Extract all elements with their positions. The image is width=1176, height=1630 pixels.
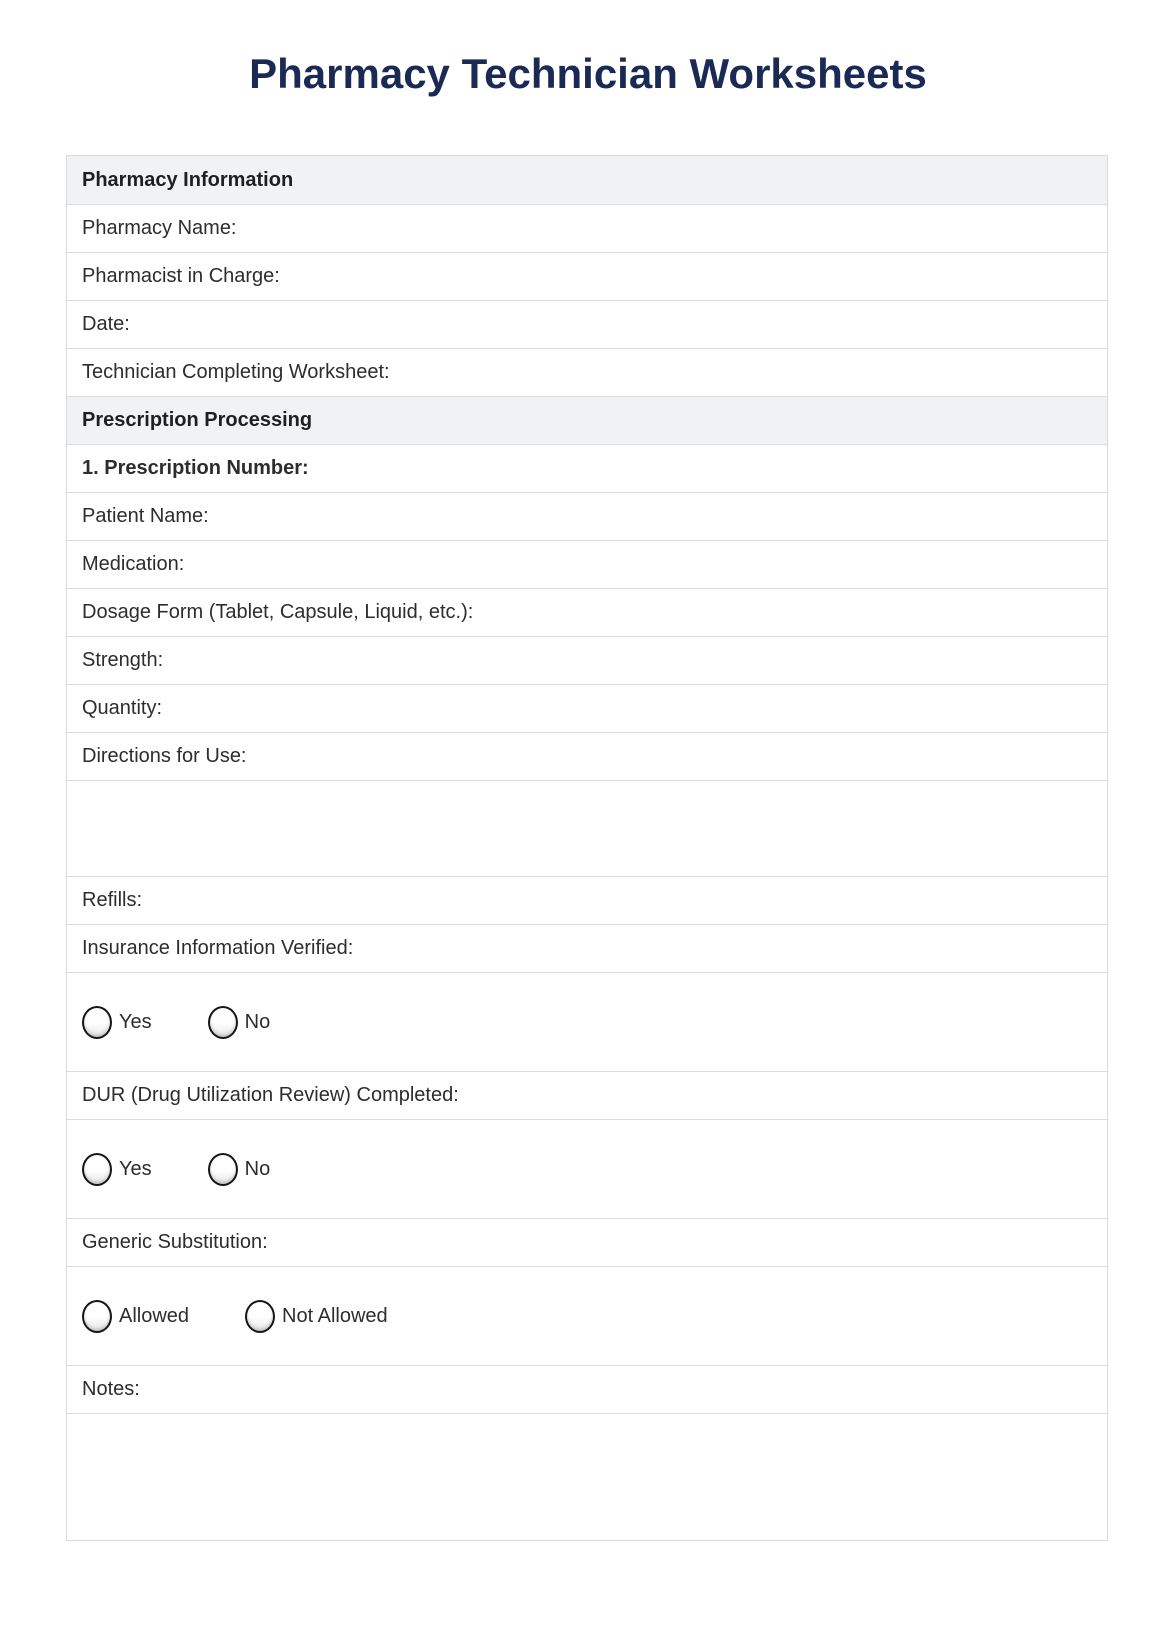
- radio-option-label: Yes: [119, 1010, 152, 1033]
- section-header-pharmacy-information: [67, 156, 1107, 204]
- notes-label: Notes:: [82, 1378, 140, 1401]
- insurance-no-option[interactable]: [208, 1006, 271, 1039]
- radio-button-icon[interactable]: [82, 1153, 112, 1186]
- date-label: Date:: [82, 313, 130, 336]
- prescription-number-field[interactable]: [67, 444, 1107, 492]
- medication-field[interactable]: [67, 540, 1107, 588]
- section-header-label: Pharmacy Information: [82, 168, 294, 191]
- directions-writing-area[interactable]: [67, 780, 1107, 876]
- technician-completing-worksheet-field[interactable]: [67, 348, 1107, 396]
- generic-substitution-label: Generic Substitution:: [82, 1231, 268, 1254]
- strength-field[interactable]: [67, 636, 1107, 684]
- pharmacy-name-label: Pharmacy Name:: [82, 217, 237, 240]
- dosage-form-label: Dosage Form (Tablet, Capsule, Liquid, etc.):: [82, 601, 474, 624]
- radio-option-label: Yes: [119, 1157, 152, 1180]
- pharmacist-in-charge-label: Pharmacist in Charge:: [82, 265, 280, 288]
- worksheet-table: [66, 155, 1108, 1541]
- pharmacy-name-field[interactable]: [67, 204, 1107, 252]
- radio-option-label: No: [244, 1010, 271, 1033]
- notes-writing-area[interactable]: [67, 1413, 1107, 1540]
- insurance-verified-options: [67, 972, 1107, 1071]
- refills-field[interactable]: [67, 876, 1107, 924]
- notes-field[interactable]: [67, 1365, 1107, 1413]
- generic-not-allowed-option[interactable]: [245, 1300, 388, 1333]
- section-header-prescription-processing: [67, 396, 1107, 444]
- quantity-label: Quantity:: [82, 697, 163, 720]
- insurance-verified-field: [67, 924, 1107, 972]
- patient-name-field[interactable]: [67, 492, 1107, 540]
- directions-for-use-field[interactable]: [67, 732, 1107, 780]
- medication-label: Medication:: [82, 553, 185, 576]
- radio-button-icon[interactable]: [245, 1300, 275, 1333]
- prescription-number-label: 1. Prescription Number:: [82, 457, 309, 480]
- refills-label: Refills:: [82, 889, 143, 912]
- pharmacist-in-charge-field[interactable]: [67, 252, 1107, 300]
- insurance-verified-label: Insurance Information Verified:: [82, 937, 354, 960]
- radio-button-icon[interactable]: [82, 1300, 112, 1333]
- quantity-field[interactable]: [67, 684, 1107, 732]
- dur-completed-field: [67, 1071, 1107, 1119]
- dosage-form-field[interactable]: [67, 588, 1107, 636]
- radio-option-label: Not Allowed: [282, 1304, 388, 1327]
- strength-label: Strength:: [82, 649, 164, 672]
- directions-for-use-label: Directions for Use:: [82, 745, 247, 768]
- dur-completed-label: DUR (Drug Utilization Review) Completed:: [82, 1084, 459, 1107]
- dur-no-option[interactable]: [208, 1153, 271, 1186]
- radio-option-label: No: [244, 1157, 271, 1180]
- radio-option-label: Allowed: [119, 1304, 190, 1327]
- radio-button-icon[interactable]: [82, 1006, 112, 1039]
- generic-substitution-field: [67, 1218, 1107, 1266]
- page-title: Pharmacy Technician Worksheets: [249, 50, 927, 97]
- generic-allowed-option[interactable]: [82, 1300, 189, 1333]
- patient-name-label: Patient Name:: [82, 505, 209, 528]
- radio-button-icon[interactable]: [208, 1153, 238, 1186]
- generic-substitution-options: [67, 1266, 1107, 1365]
- dur-yes-option[interactable]: [82, 1153, 152, 1186]
- date-field[interactable]: [67, 300, 1107, 348]
- insurance-yes-option[interactable]: [82, 1006, 152, 1039]
- technician-completing-worksheet-label: Technician Completing Worksheet:: [82, 361, 390, 384]
- radio-button-icon[interactable]: [208, 1006, 238, 1039]
- dur-completed-options: [67, 1119, 1107, 1218]
- section-header-label: Prescription Processing: [82, 409, 313, 432]
